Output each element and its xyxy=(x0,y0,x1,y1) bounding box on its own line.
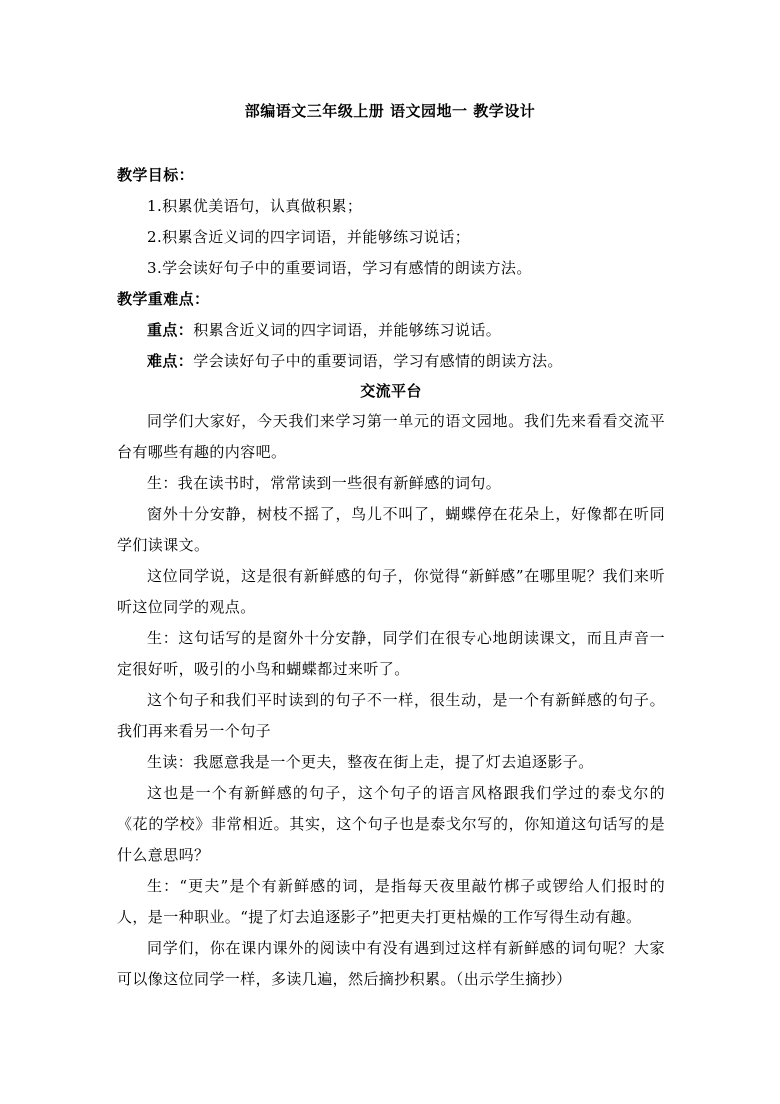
key-points-heading: 教学重难点： xyxy=(117,290,210,308)
objective-item: 3.学会读好句子中的重要词语，学习有感情的朗读方法。 xyxy=(147,259,532,277)
paragraph: 窗外十分安静，树枝不摇了，鸟儿不叫了，蝴蝶停在花朵上，好像都在听同学们读课文。 xyxy=(117,505,665,554)
key-point-label: 重点： xyxy=(147,321,194,339)
key-point-text: 积累含近义词的四字词语，并能够练习说话。 xyxy=(193,321,502,339)
paragraph: 生：“更夫”是个有新鲜感的词，是指每天夜里敲竹梆子或锣给人们报时的人，是一种职业。“提了灯去追逐影子”把更夫打更枯燥的工作写得生动有趣。 xyxy=(117,877,665,926)
paragraph: 生读：我愿意我是一个更夫，整夜在街上走，提了灯去追逐影子。 xyxy=(147,753,594,771)
difficult-point-label: 难点： xyxy=(147,352,194,370)
paragraph: 生：这句话写的是窗外十分安静，同学们在很专心地朗读课文，而且声音一定很好听，吸引的小鸟和蝴蝶都过来听了。 xyxy=(117,629,665,678)
document-title: 部编语文三年级上册 语文园地一 教学设计 xyxy=(244,102,536,120)
paragraph: 这也是一个有新鲜感的句子，这个句子的语言风格跟我们学过的泰戈尔的《花的学校》非常相近。其实，这个句子也是泰戈尔写的，你知道这句话写的是什么意思吗？ xyxy=(117,784,665,864)
objective-item: 1.积累优美语句，认真做积累； xyxy=(147,197,363,215)
document-body xyxy=(117,160,665,995)
difficult-point-text: 学会读好句子中的重要词语，学习有感情的朗读方法。 xyxy=(193,352,563,370)
objectives-heading: 教学目标： xyxy=(117,166,195,184)
section-title: 交流平台 xyxy=(360,382,422,400)
paragraph: 同学们大家好，今天我们来学习第一单元的语文园地。我们先来看看交流平台有哪些有趣的内容吧。 xyxy=(117,412,665,461)
difficult-point xyxy=(117,346,665,377)
key-point xyxy=(117,315,665,346)
objective-item: 2.积累含近义词的四字词语，并能够练习说话； xyxy=(147,228,471,246)
paragraph: 这位同学说，这是很有新鲜感的句子，你觉得“新鲜感”在哪里呢？我们来听听这位同学的观点。 xyxy=(117,567,665,616)
paragraph: 这个句子和我们平时读到的句子不一样，很生动，是一个有新鲜感的句子。我们再来看另一个句子 xyxy=(117,691,665,740)
paragraph: 生：我在读书时，常常读到一些很有新鲜感的词句。 xyxy=(147,474,502,492)
paragraph: 同学们，你在课内课外的阅读中有没有遇到过这样有新鲜感的词句呢？大家可以像这位同学一样，多读几遍，然后摘抄积累。（出示学生摘抄） xyxy=(117,939,665,988)
